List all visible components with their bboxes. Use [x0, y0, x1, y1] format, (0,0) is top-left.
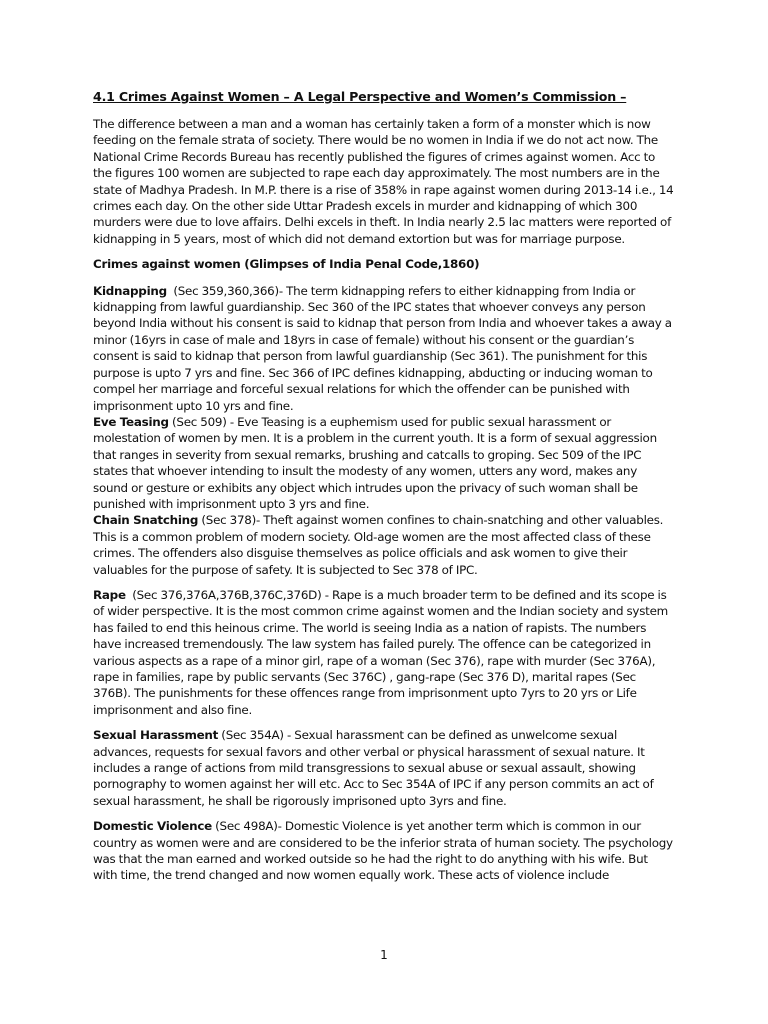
- kidnapping-text: (Sec 359,360,366)- The term kidnapping refers to either kidnapping from India or kidnapping from lawful guardianship. Sec 360 of the IPC states that whoever conveys any person beyond India without his consent is said to kidnap that person from India and whoever takes a away a minor (16yrs in case of male and 18yrs in case of female) without his consent or the guardian’s consent is said to kidnap that person from lawful guardianship (Sec 361). The punishment for this purpose is upto 7 yrs and fine. Sec 366 of IPC defines kidnapping, abducting or inducing woman to compel her marriage and forceful sexual relations for which the offender can be punished with imprisonment upto 10 yrs and fine.: [93, 283, 676, 413]
- rape-paragraph: [93, 587, 675, 718]
- eve-teasing-term: Eve Teasing: [93, 414, 169, 429]
- document-body: [93, 88, 675, 893]
- rape-text: (Sec 376,376A,376B,376C,376D) - Rape is a much broader term to be defined and its scope is of wider perspective. It is the most common crime against women and the Indian society and system has failed to end this heinous crime. The world is seeing India as a nation of rapists. The numbers have increased tremendously. The law system has failed purely. The offence can be categorized in various aspects as a rape of a minor girl, rape of a woman (Sec 376), rape with murder (Sec 376A), rape in families, rape by public servants (Sec 376C) , gang-rape (Sec 376 D), marital rapes (Sec 376B). The punishments for these offences range from imprisonment upto 7yrs to 20 yrs or Life imprisonment and also fine.: [93, 587, 672, 717]
- chain-snatching-term: Chain Snatching: [93, 513, 199, 528]
- eve-teasing-text: (Sec 509) - Eve Teasing is a euphemism used for public sexual harassment or molestation of women by men. It is a problem in the current youth. It is a form of sexual aggression that ranges in severity from sexual remarks, brushing and catcalls to groping. Sec 509 of the IPC states that whoever intending to insult the modesty of any women, utters any word, makes any sound or gesture or exhibits any object which intrudes upon the privacy of such woman shall be punished with imprisonment upto 3 yrs and fine.: [93, 414, 657, 511]
- document-title: 4.1 Crimes Against Women – A Legal Perspective and Women’s Commission –: [93, 89, 627, 104]
- eve-teasing-paragraph: [93, 414, 675, 512]
- domestic-violence-term: Domestic Violence: [93, 819, 212, 834]
- section-heading: Crimes against women (Glimpses of India Penal Code,1860): [93, 257, 480, 272]
- domestic-violence-text: (Sec 498A)- Domestic Violence is yet another term which is common in our country as women were and are considered to be the inferior strata of human society. The psychology was that the man earned and worked outside so he had the right to do anything with his wife. But with time, the trend changed and now women equally work. These acts of violence include: [93, 819, 673, 883]
- domestic-violence-paragraph: [93, 818, 675, 884]
- sexual-harassment-paragraph: [93, 727, 675, 809]
- sexual-harassment-text: (Sec 354A) - Sexual harassment can be defined as unwelcome sexual advances, requests for sexual favors and other verbal or physical harassment of sexual nature. It includes a range of actions from mild transgressions to sexual abuse or sexual assault, showing pornography to women against her will etc. Acc to Sec 354A of IPC if any person commits an act of sexual harassment, he shall be rigorously imprisoned upto 3yrs and fine.: [93, 728, 654, 808]
- page-number: 1: [380, 948, 388, 962]
- kidnapping-term: Kidnapping: [93, 283, 167, 298]
- rape-term: Rape: [93, 587, 126, 602]
- intro-paragraph: The difference between a man and a woman has certainly taken a form of a monster which is now feeding on the female strata of society. There would be no women in India if we do not act now. The National Crime Records Bureau has recently published the figures of crimes against women. Acc to the figures 100 women are subjected to rape each day approximately. The most numbers are in the state of Madhya Pradesh. In M.P. there is a rise of 358% in rape against women during 2013-14 i.e., 14 crimes each day. On the other side Uttar Pradesh excels in murder and kidnapping of which 300 murders were due to love affairs. Delhi excels in theft. In India nearly 2.5 lac matters were reported of kidnapping in 5 years, most of which did not demand extortion but was for marriage purpose.: [93, 117, 674, 246]
- kidnapping-paragraph: [93, 283, 675, 414]
- sexual-harassment-term: Sexual Harassment: [93, 728, 219, 743]
- chain-snatching-text: (Sec 378)- Theft against women confines to chain-snatching and other valuables. This is a common problem of modern society. Old-age women are the most affected class of these crimes. The offenders also disguise themselves as police officials and ask women to give their valuables for the purpose of safety. It is subjected to Sec 378 of IPC.: [93, 513, 664, 577]
- chain-snatching-paragraph: [93, 512, 675, 578]
